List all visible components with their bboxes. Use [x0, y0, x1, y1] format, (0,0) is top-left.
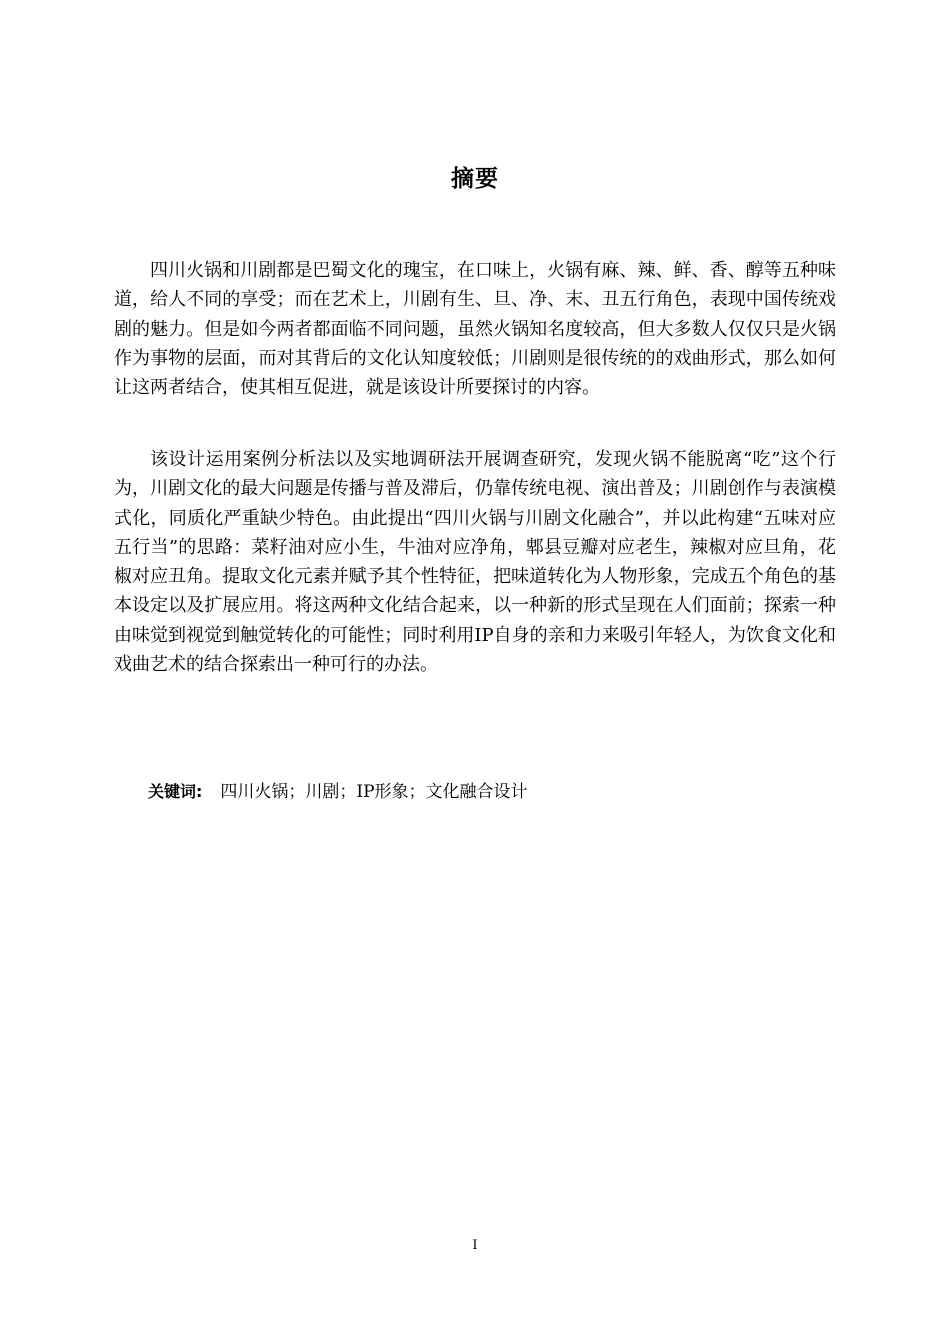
abstract-paragraph-2: 该设计运用案例分析法以及实地调研法开展调查研究，发现火锅不能脱离“吃”这个行为，川剧文化的最大问题是传播与普及滞后，仍靠传统电视、演出普及；川剧创作与表演模式化，同质化严重缺少特色。由此提出“四川火锅与川剧文化融合”，并以此构建“五味对应五行当”的思路：菜籽油对应小生，牛油对应净角，郫县豆瓣对应老生，辣椒对应旦角，花椒对应丑角。提取文化元素并赋予其个性特征，把味道转化为人物形象，完成五个角色的基本设定以及扩展应用。将这两种文化结合起来，以一种新的形式呈现在人们面前；探索一种由味觉到视觉到触觉转化的可能性；同时利用IP自身的亲和力来吸引年轻人，为饮食文化和戏曲艺术的结合探索出一种可行的办法。 [114, 449, 836, 676]
abstract-paragraph-1: 四川火锅和川剧都是巴蜀文化的瑰宝，在口味上，火锅有麻、辣、鲜、香、醇等五种味道，给人不同的享受；而在艺术上，川剧有生、旦、净、末、丑五行角色，表现中国传统戏剧的魅力。但是如今两者都面临不同问题，虽然火锅知名度较高，但大多数人仅仅只是火锅作为事物的层面，而对其背后的文化认知度较低；川剧则是很传统的的戏曲形式，那么如何让这两者结合，使其相互促进，就是该设计所要探讨的内容。 [114, 260, 836, 399]
abstract-title: 摘要 [451, 166, 499, 192]
keywords-value: 四川火锅；川剧；IP形象；文化融合设计 [220, 782, 528, 802]
keywords-line [148, 778, 528, 806]
keywords-label: 关键词: [148, 782, 203, 801]
page-number: I [472, 1238, 478, 1253]
